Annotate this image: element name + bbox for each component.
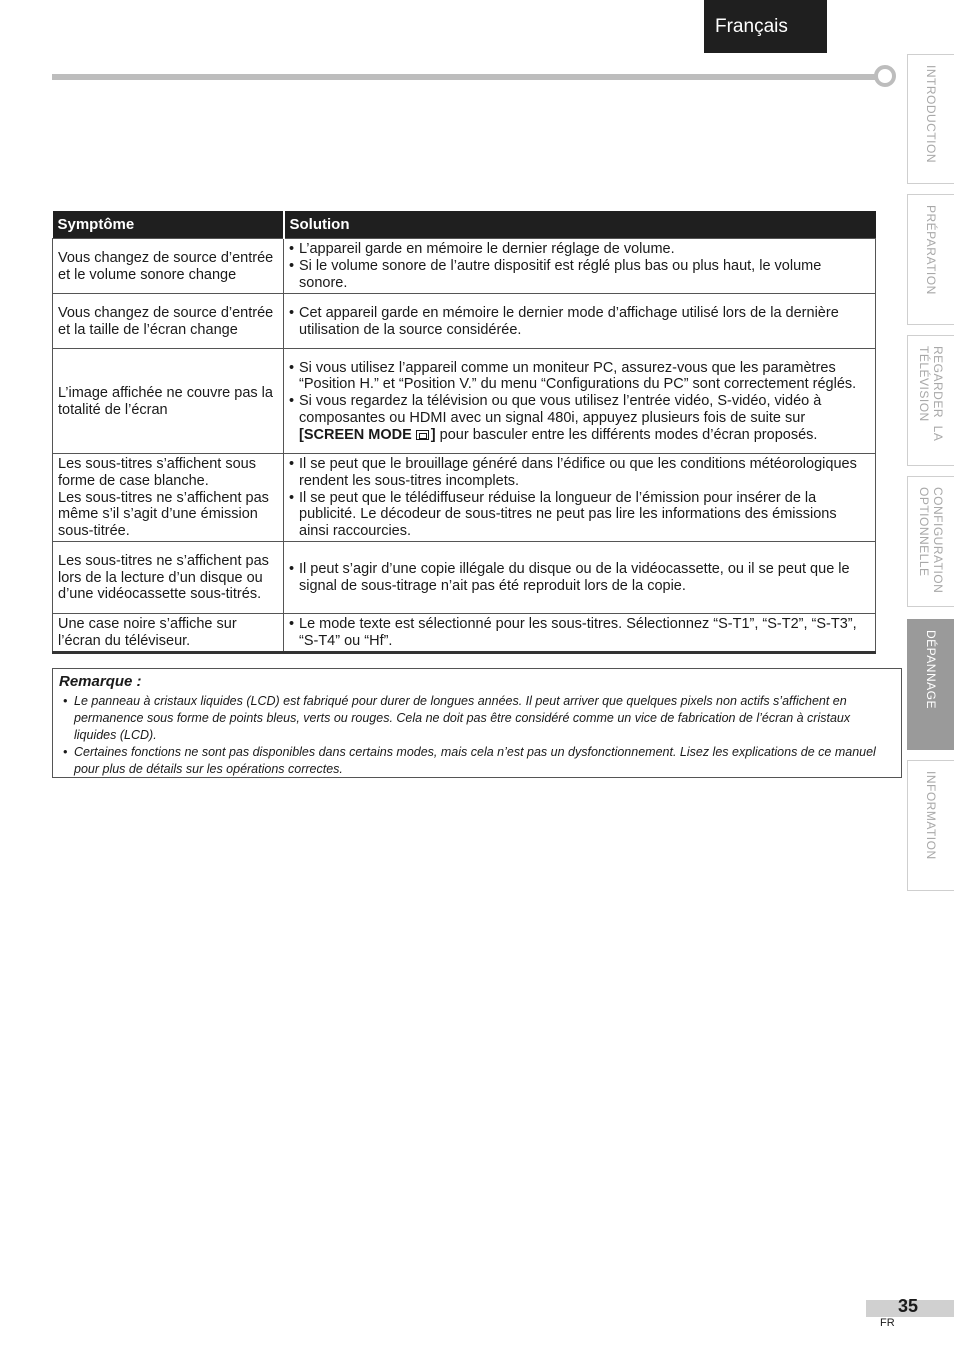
solution-text: Si vous regardez la télévision ou que vous utilisez l’entrée vidéo, S-vidéo, vidéo à composantes ou HDMI avec un signal 480i, appuyez plusieurs fois de suite sur (299, 393, 822, 426)
solution-cell (284, 614, 876, 653)
symptom-cell: Les sous-titres ne s’affichent pas lors de la lecture d’un disque ou d’une vidéocassette sous-titrés. (53, 542, 284, 614)
symptom-cell: Les sous-titres s’affichent sous forme de case blanche. Les sous-titres ne s’affichent pas même s’il s’agit d’une émission sous-titrée. (53, 454, 284, 542)
section-tab-depannage[interactable] (907, 619, 954, 750)
note-item: • Certaines fonctions ne sont pas disponibles dans certains modes, mais cela n’est pas un dysfonctionnement. Lisez les explications de ce manuel pour plus de détails sur les opérations correctes. (59, 744, 895, 778)
symptom-header: Symptôme (53, 211, 284, 239)
section-tab-information[interactable] (907, 760, 954, 891)
solution-cell (284, 349, 876, 454)
section-tab-label: DÉPANNAGE (924, 630, 938, 709)
solution-item: • Il se peut que le télédiffuseur réduise la longueur de l’émission pour insérer de la publicité. Le décodeur de sous-titres ne peut pas lire les informations des émissions ainsi raccourcies. (289, 490, 870, 540)
table-row (53, 349, 876, 454)
solution-item (289, 393, 870, 443)
note-list (59, 693, 895, 778)
header-rule-knob (874, 65, 896, 87)
troubleshooting-table (52, 211, 876, 654)
section-tab-preparation[interactable] (907, 194, 954, 325)
screen-mode-icon (416, 430, 429, 440)
table-row (53, 614, 876, 653)
screen-mode-bracket: ] (430, 426, 436, 443)
section-tab-regarder-la-television[interactable] (907, 335, 954, 466)
symptom-cell: Vous changez de source d’entrée et la taille de l’écran change (53, 294, 284, 349)
note-box (52, 668, 902, 778)
symptom-cell: Une case noire s’affiche sur l’écran du téléviseur. (53, 614, 284, 653)
page-number: 35 (897, 1296, 918, 1316)
section-tab-introduction[interactable] (907, 54, 954, 184)
solution-item: • Si vous utilisez l’appareil comme un moniteur PC, assurez-vous que les paramètres “Position H.” et “Position V.” du menu “Configurations du PC” sont correctement réglés. (289, 360, 870, 394)
solution-item: • Le mode texte est sélectionné pour les sous-titres. Sélectionnez “S-T1”, “S-T2”, “S-T3”, “S-T4” ou “Hf”. (289, 616, 870, 650)
section-tab-configuration-optionnelle[interactable] (907, 476, 954, 607)
table-row (53, 454, 876, 542)
solution-item: • L’appareil garde en mémoire le dernier réglage de volume. (289, 241, 870, 258)
solution-item: • Il se peut que le brouillage généré dans l’édifice ou que les conditions météorologiques rendent les sous-titres incomplets. (289, 456, 870, 490)
solution-cell (284, 454, 876, 542)
table-row (53, 542, 876, 614)
solution-item: • Cet appareil garde en mémoire le dernier mode d’affichage utilisé lors de la dernière utilisation de la source considérée. (289, 305, 870, 339)
section-tab-label: PRÉPARATION (924, 205, 938, 295)
solution-cell (284, 294, 876, 349)
note-title: Remarque : (59, 673, 142, 690)
note-item: • Le panneau à cristaux liquides (LCD) est fabriqué pour durer de longues années. Il peut arriver que quelques pixels non actifs s’affichent en permanence sous forme de points bleus, verts ou rouges. Cela ne doit pas être considéré comme un vice de fabrication de l’écran à cristaux liquides (LCD). (59, 693, 895, 744)
solution-header: Solution (284, 211, 876, 239)
header-rule (52, 74, 878, 80)
section-tab-label: REGARDER LA TÉLÉVISION (917, 346, 945, 442)
table-row (53, 294, 876, 349)
language-tab: Français (704, 0, 827, 53)
solution-item: • Si le volume sonore de l’autre dispositif est réglé plus bas ou plus haut, le volume sonore. (289, 258, 870, 292)
solution-cell (284, 542, 876, 614)
symptom-cell: Vous changez de source d’entrée et le volume sonore change (53, 239, 284, 294)
section-tab-label: CONFIGURATION OPTIONNELLE (917, 487, 945, 594)
symptom-cell: L’image affichée ne couvre pas la totalité de l’écran (53, 349, 284, 454)
section-tab-label: INTRODUCTION (924, 65, 938, 163)
solution-item: • Il peut s’agir d’une copie illégale du disque ou de la vidéocassette, ou il se peut que le signal de sous-titrage n’ait pas été reproduit lors de la copie. (289, 561, 870, 595)
section-tab-label: INFORMATION (924, 771, 938, 860)
table-header-row (53, 211, 876, 239)
solution-cell (284, 239, 876, 294)
table-row (53, 239, 876, 294)
solution-text: pour basculer entre les différents modes d’écran proposés. (435, 426, 818, 443)
screen-mode-button-label: [SCREEN MODE (299, 426, 412, 443)
page-language-code: FR (880, 1317, 895, 1329)
